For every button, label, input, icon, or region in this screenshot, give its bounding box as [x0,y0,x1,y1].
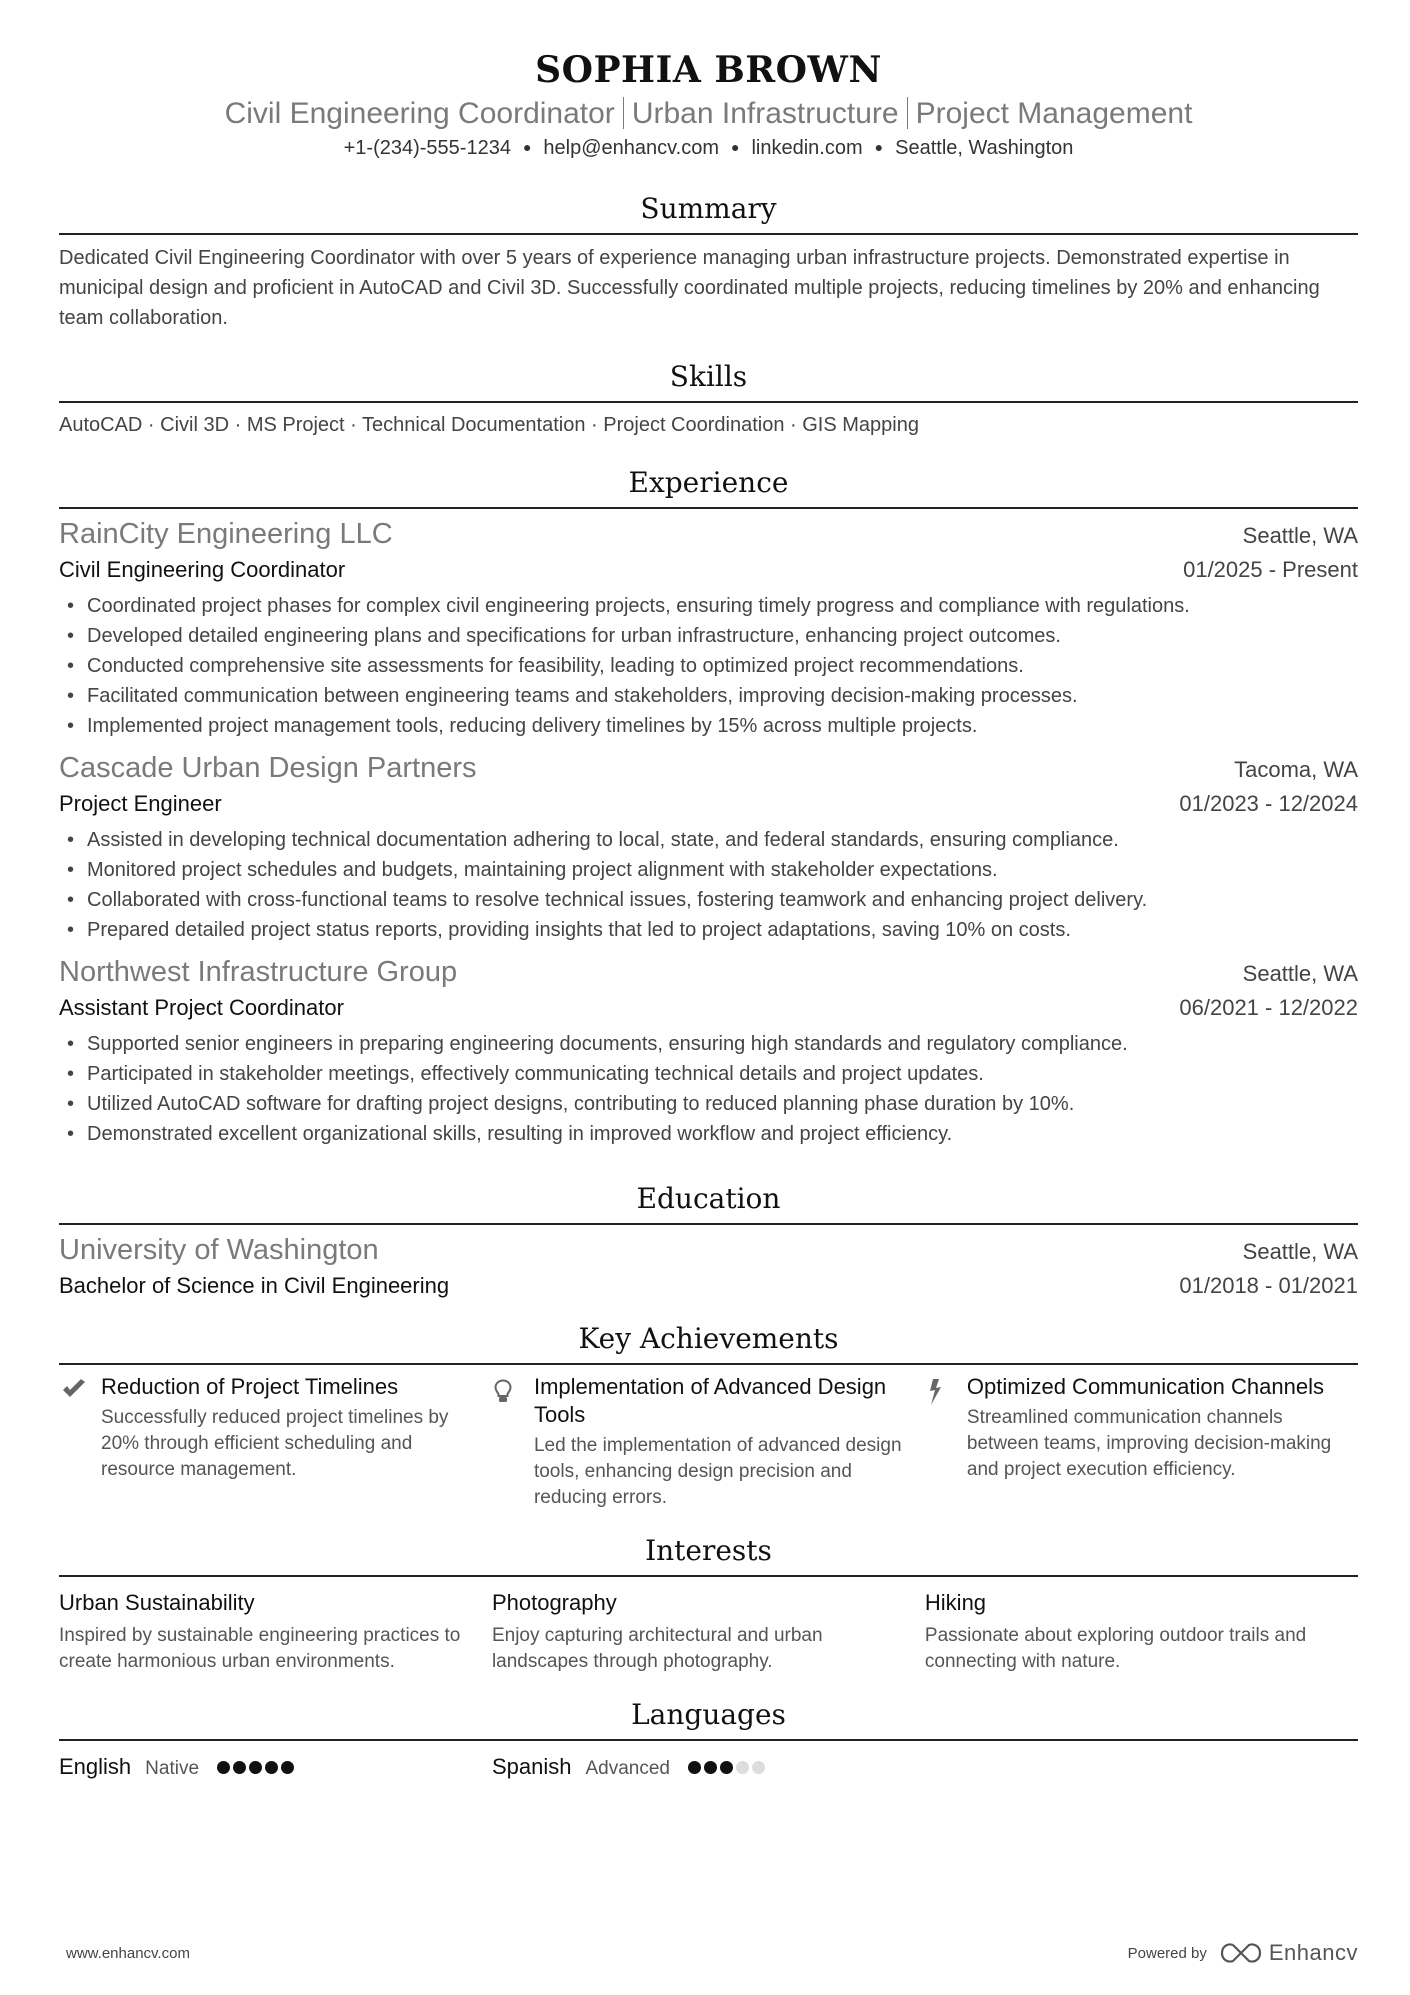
section-divider [59,233,1358,235]
dot-filled [233,1761,246,1774]
dot-filled [704,1761,717,1774]
dot-filled [249,1761,262,1774]
job-dates: 01/2023 - 12/2024 [1179,791,1358,816]
section-divider [59,1223,1358,1225]
separator-dot: ● [731,139,740,155]
bullet-item: • Conducted comprehensive site assessments for feasibility, leading to optimized project recommendations. [59,651,1358,681]
dot-filled [265,1761,278,1774]
experience-section [59,465,1358,1149]
achievement-item [925,1373,1358,1511]
achievements-section [59,1321,1358,1511]
section-title-experience: Experience [628,466,789,499]
headline-divider [907,97,908,129]
summary-section [59,191,1358,333]
proficiency-dots [688,1761,765,1774]
interest-desc: Inspired by sustainable engineering practices to create harmonious urban environments. [59,1625,461,1672]
phone: +1-(234)-555-1234 [343,137,511,159]
skills-section [59,359,1358,439]
language-level: Native [145,1758,200,1779]
bullet-item: • Utilized AutoCAD software for drafting project designs, contributing to reduced planning phase duration by 10%. [59,1089,1358,1119]
education-section [59,1181,1358,1303]
experience-item [59,515,1358,741]
bullet-item: • Assisted in developing technical documentation adhering to local, state, and federal standards, ensuring compliance. [59,825,1358,855]
school-location: Seattle, WA [1242,1239,1358,1264]
job-bullets [59,591,1358,741]
resume-page [59,0,1358,1783]
job-location: Seattle, WA [1242,961,1358,986]
achievement-title: Implementation of Advanced Design Tools [533,1374,887,1427]
enhancv-logo-icon [1219,1941,1263,1965]
section-title-skills: Skills [669,360,748,393]
company-name: Northwest Infrastructure Group [59,956,458,988]
interest-title: Photography [491,1590,617,1615]
language-item [59,1751,492,1783]
headline-part: Urban Infrastructure [631,97,899,130]
email-link[interactable]: help@enhancv.com [543,137,720,159]
bullet-item: • Implemented project management tools, reducing delivery timelines by 15% across multiple projects. [59,711,1358,741]
section-title-education: Education [636,1182,781,1215]
job-location: Seattle, WA [1242,523,1358,548]
interests-section [59,1533,1358,1675]
section-divider [59,1363,1358,1365]
interest-title: Hiking [924,1590,987,1615]
job-location: Tacoma, WA [1234,757,1358,782]
dot-filled [688,1761,701,1774]
headline-part: Civil Engineering Coordinator [224,97,615,130]
company-name: Cascade Urban Design Partners [59,752,477,784]
achievement-desc: Streamlined communication channels between teams, improving decision-making and project execution efficiency. [966,1407,1332,1480]
check-icon [59,1373,101,1511]
language-level: Advanced [585,1758,670,1779]
bullet-item: • Collaborated with cross-functional teams to resolve technical issues, fostering teamwork and enhancing project delivery. [59,885,1358,915]
section-divider [59,401,1358,403]
proficiency-dots [217,1761,294,1774]
achievement-title: Reduction of Project Timelines [101,1374,399,1399]
section-title-interests: Interests [645,1534,772,1567]
dot-filled [281,1761,294,1774]
interest-item [59,1587,492,1675]
bullet-item: • Developed detailed engineering plans and specifications for urban infrastructure, enhancing project outcomes. [59,621,1358,651]
section-divider [59,1739,1358,1741]
experience-item [59,749,1358,945]
interest-desc: Passionate about exploring outdoor trails and connecting with nature. [924,1625,1307,1672]
bullet-item: • Monitored project schedules and budgets, maintaining project alignment with stakeholder expectations. [59,855,1358,885]
job-dates: 01/2025 - Present [1183,557,1358,582]
achievement-title: Optimized Communication Channels [966,1374,1324,1399]
bullet-item: • Facilitated communication between engineering teams and stakeholders, improving decision-making processes. [59,681,1358,711]
languages-section [59,1697,1358,1783]
bullet-item: • Participated in stakeholder meetings, effectively communicating technical details and project updates. [59,1059,1358,1089]
section-title-achievements: Key Achievements [578,1322,839,1355]
interest-item [492,1587,925,1675]
dot-filled [720,1761,733,1774]
powered-by-label: Powered by [1127,1944,1207,1962]
dot-empty [736,1761,749,1774]
job-bullets [59,825,1358,945]
brand-name: Enhancv [1268,1940,1358,1965]
bullet-item: • Coordinated project phases for complex civil engineering projects, ensuring timely progress and compliance with regulations. [59,591,1358,621]
achievement-item [59,1373,492,1511]
footer-url-link[interactable]: www.enhancv.com [66,1944,190,1962]
education-item [59,1231,1358,1303]
language-item [492,1751,925,1783]
separator-dot: ● [874,139,884,155]
degree: Bachelor of Science in Civil Engineering [59,1273,450,1298]
section-divider [59,1575,1358,1577]
interest-item [925,1587,1358,1675]
interest-desc: Enjoy capturing architectural and urban landscapes through photography. [491,1625,823,1672]
candidate-name: SOPHIA BROWN [535,49,882,91]
section-title-languages: Languages [631,1698,786,1731]
achievement-desc: Successfully reduced project timelines by 20% through efficient scheduling and resource management. [101,1407,449,1480]
location: Seattle, Washington [895,137,1074,159]
enhancv-logo[interactable] [1219,1940,1358,1966]
job-title: Project Engineer [59,791,222,816]
bullet-item: • Prepared detailed project status reports, providing insights that led to project adaptations, saving 10% on costs. [59,915,1358,945]
linkedin-link[interactable]: linkedin.com [751,137,863,159]
separator-dot: ● [522,139,532,155]
section-divider [59,507,1358,509]
dot-empty [752,1761,765,1774]
experience-item [59,953,1358,1149]
skills-list: AutoCAD · Civil 3D · MS Project · Technical Documentation · Project Coordination · GIS Mapping [59,414,919,436]
headline-part: Project Management [915,97,1193,130]
job-title: Assistant Project Coordinator [59,995,344,1020]
education-dates: 01/2018 - 01/2021 [1179,1273,1358,1298]
footer [66,1940,1358,1966]
school-name: University of Washington [59,1234,379,1266]
company-name: RainCity Engineering LLC [59,518,393,550]
headline-divider [623,97,624,129]
achievement-item [492,1373,925,1511]
language-name: English [59,1754,132,1779]
resume-header [59,0,1358,161]
summary-text: Dedicated Civil Engineering Coordinator with over 5 years of experience managing urban infrastructure projects. Demonstrated expertise in municipal design and proficient in AutoCAD and Civil 3D. Successfully coordinated multiple projects, reducing timelines by 20% and enhancing team collaboration. [59,247,1320,329]
bullet-item: • Supported senior engineers in preparing engineering documents, ensuring high standards and regulatory compliance. [59,1029,1358,1059]
contact-line [59,134,1358,161]
job-title: Civil Engineering Coordinator [59,557,346,582]
job-dates: 06/2021 - 12/2022 [1179,995,1358,1020]
language-name: Spanish [491,1754,572,1779]
section-title-summary: Summary [640,192,777,225]
job-bullets [59,1029,1358,1149]
lightning-icon [925,1373,967,1511]
achievement-desc: Led the implementation of advanced design tools, enhancing design precision and reducing errors. [533,1435,902,1508]
bullet-item: • Demonstrated excellent organizational skills, resulting in improved workflow and project efficiency. [59,1119,1358,1149]
powered-by [1128,1940,1358,1966]
headline [59,94,1358,134]
interest-title: Urban Sustainability [59,1590,255,1615]
lightbulb-icon [492,1373,534,1511]
dot-filled [217,1761,230,1774]
